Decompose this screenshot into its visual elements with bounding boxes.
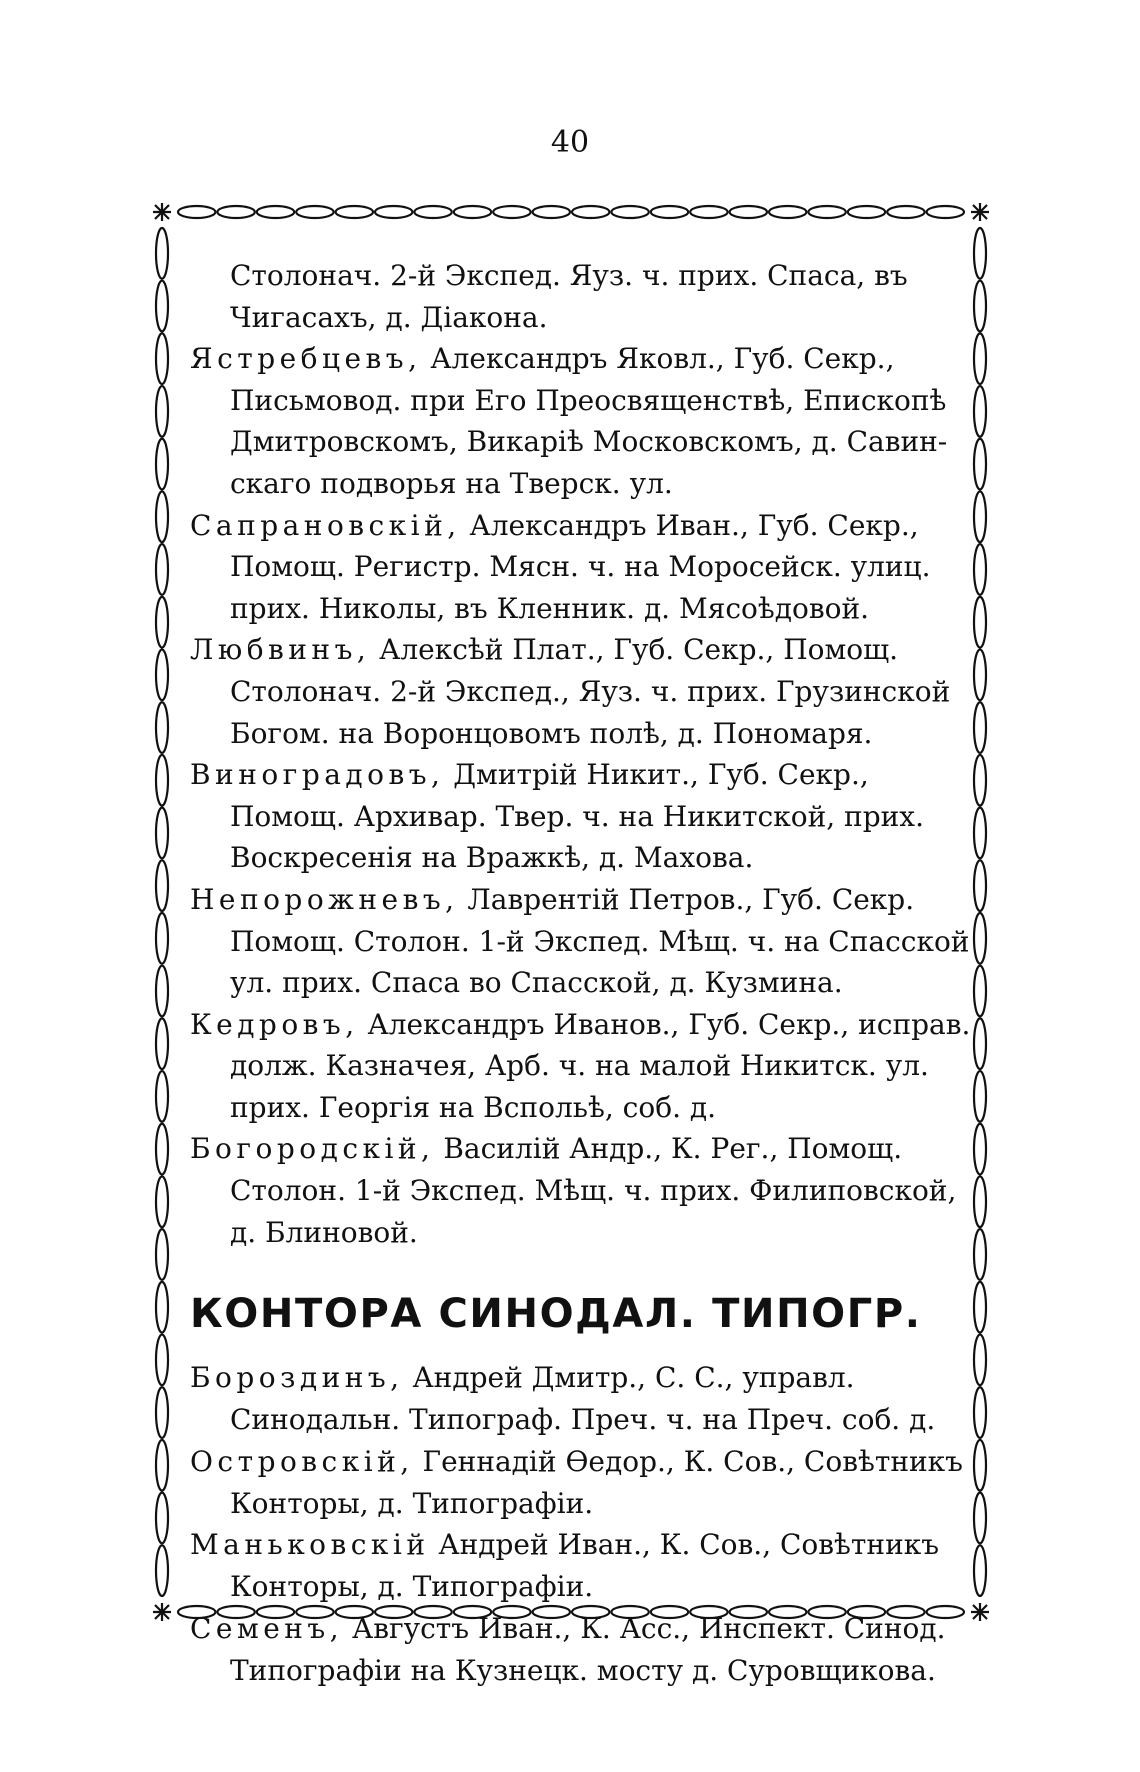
border-oval bbox=[156, 439, 168, 490]
entry-text: Андрей Дмитр., С. С., управл. bbox=[403, 1361, 855, 1395]
entry-line bbox=[190, 1524, 950, 1566]
border-oval bbox=[974, 1545, 986, 1596]
entry-text: д. Блиновой. bbox=[230, 1215, 418, 1249]
entry-line bbox=[190, 1650, 950, 1692]
list-entry bbox=[190, 1357, 950, 1441]
entry-surname: Маньковскій bbox=[190, 1528, 430, 1562]
entry-text: Воскресенія на Вражкѣ, д. Махова. bbox=[230, 841, 754, 875]
entry-text: Геннадій Өедор., К. Сов., Совѣтникъ bbox=[413, 1444, 963, 1478]
entry-surname: Непорожневъ, bbox=[190, 882, 459, 916]
border-oval bbox=[572, 206, 609, 218]
entry-surname: Любвинъ, bbox=[190, 633, 371, 667]
section-1 bbox=[190, 255, 971, 1253]
entry-text: Столонач. 2-й Экспед., Яуз. ч. прих. Грузинской bbox=[230, 674, 951, 708]
border-oval bbox=[156, 860, 168, 911]
list-entry bbox=[190, 1608, 950, 1692]
entry-line bbox=[190, 1170, 957, 1212]
entry-line bbox=[190, 1128, 950, 1170]
list-entry bbox=[190, 1128, 957, 1253]
border-oval bbox=[414, 206, 451, 218]
entry-text: Чигасахъ, д. Діакона. bbox=[230, 300, 548, 334]
entry-surname: Богородскій, bbox=[190, 1132, 435, 1166]
border-oval bbox=[533, 206, 570, 218]
list-entry bbox=[190, 1004, 971, 1129]
border-oval bbox=[974, 1229, 986, 1280]
entry-line bbox=[190, 1357, 950, 1399]
border-oval bbox=[156, 1229, 168, 1280]
entry-text: ул. прих. Спаса во Спасской, д. Кузмина. bbox=[230, 966, 843, 1000]
border-oval bbox=[974, 860, 986, 911]
entry-line bbox=[190, 1212, 950, 1254]
border-oval bbox=[769, 206, 806, 218]
border-oval bbox=[974, 966, 986, 1017]
border-oval bbox=[974, 808, 986, 859]
entry-text: Дмитрій Никит., Губ. Секр., bbox=[444, 758, 869, 792]
border-oval bbox=[156, 1124, 168, 1175]
border-oval bbox=[974, 913, 986, 964]
list-entry bbox=[190, 754, 950, 879]
entry-line bbox=[190, 546, 950, 588]
section-title: КОНТОРА СИНОДАЛ. ТИПОГР. bbox=[190, 1291, 922, 1338]
border-oval bbox=[974, 1387, 986, 1438]
border-oval bbox=[156, 597, 168, 648]
list-entry bbox=[190, 629, 950, 754]
border-oval bbox=[156, 808, 168, 859]
entry-line bbox=[190, 1608, 950, 1650]
entry-line bbox=[190, 1087, 950, 1129]
border-oval bbox=[927, 206, 964, 218]
border-oval bbox=[974, 1335, 986, 1386]
border-oval bbox=[156, 966, 168, 1017]
border-oval bbox=[974, 1440, 986, 1491]
entry-surname: Бороздинъ, bbox=[190, 1361, 404, 1395]
border-oval bbox=[156, 1071, 168, 1122]
border-oval bbox=[848, 206, 885, 218]
entry-surname: Виноградовъ, bbox=[190, 758, 445, 792]
entry-text: Типографіи на Кузнецк. мосту д. Суровщикова. bbox=[230, 1653, 936, 1687]
entry-text: Письмовод. при Его Преосвященствѣ, Епископѣ bbox=[230, 383, 947, 417]
list-entry bbox=[190, 255, 950, 338]
border-oval bbox=[156, 491, 168, 542]
border-oval bbox=[156, 913, 168, 964]
entry-text: Лаврентій Петров., Губ. Секр. bbox=[458, 882, 915, 916]
entry-text: Андрей Иван., К. Сов., Совѣтникъ bbox=[429, 1528, 940, 1562]
border-oval bbox=[974, 228, 986, 279]
entry-line bbox=[190, 380, 950, 422]
list-entry bbox=[190, 338, 950, 504]
border-oval bbox=[156, 702, 168, 753]
border-oval bbox=[156, 1176, 168, 1227]
entry-text: Конторы, д. Типографіи. bbox=[230, 1570, 594, 1604]
entry-surname: Сапрановскій, bbox=[190, 508, 461, 542]
entry-line bbox=[190, 629, 950, 671]
list-entry bbox=[190, 505, 950, 630]
border-oval bbox=[156, 650, 168, 701]
entry-line bbox=[190, 713, 950, 755]
entry-text: Конторы, д. Типографіи. bbox=[230, 1486, 594, 1520]
entry-line bbox=[190, 588, 950, 630]
entry-text: Столон. 1-й Экспед. Мѣщ. ч. прих. Филиповской, bbox=[230, 1174, 957, 1208]
border-oval bbox=[156, 386, 168, 437]
list-entry bbox=[190, 1524, 950, 1608]
border-oval bbox=[974, 1176, 986, 1227]
entry-line bbox=[190, 962, 950, 1004]
border-oval bbox=[974, 333, 986, 384]
entry-surname: Островскій, bbox=[190, 1444, 414, 1478]
entry-text: Богом. на Воронцовомъ полѣ, д. Пономаря. bbox=[230, 716, 873, 750]
entry-line bbox=[190, 879, 950, 921]
border-oval bbox=[156, 1493, 168, 1544]
border-oval bbox=[296, 206, 333, 218]
border-oval bbox=[156, 228, 168, 279]
entry-surname: Семенъ, bbox=[190, 1612, 344, 1646]
entry-text: Алексѣй Плат., Губ. Секр., Помощ. bbox=[370, 633, 899, 667]
border-oval bbox=[974, 386, 986, 437]
entry-text: прих. Николы, въ Кленник. д. Мясоѣдовой. bbox=[230, 591, 870, 625]
entry-text: Александръ Иванов., Губ. Секр., исправ. bbox=[358, 1007, 971, 1041]
border-oval bbox=[974, 650, 986, 701]
border-oval bbox=[336, 206, 373, 218]
border-oval bbox=[156, 1282, 168, 1333]
list-entry bbox=[190, 1441, 963, 1525]
border-oval bbox=[375, 206, 412, 218]
border-oval bbox=[178, 206, 215, 218]
border-oval bbox=[156, 544, 168, 595]
border-oval bbox=[156, 1545, 168, 1596]
border-oval bbox=[156, 1018, 168, 1069]
border-oval bbox=[887, 206, 924, 218]
entry-text: Помощ. Регистр. Мясн. ч. на Моросейск. улиц. bbox=[230, 550, 931, 584]
entry-line bbox=[190, 837, 950, 879]
border-oval bbox=[217, 206, 254, 218]
section-2 bbox=[190, 1357, 963, 1691]
entry-text: Помощ. Архивар. Твер. ч. на Никитской, прих. bbox=[230, 799, 924, 833]
entry-line bbox=[190, 1045, 950, 1087]
list-entry bbox=[190, 879, 970, 1004]
border-oval bbox=[974, 1071, 986, 1122]
border-oval bbox=[974, 755, 986, 806]
page-content bbox=[190, 255, 971, 1692]
border-oval bbox=[974, 544, 986, 595]
entry-line bbox=[190, 1483, 950, 1525]
page-number: 40 bbox=[550, 125, 590, 160]
entry-line bbox=[190, 1004, 971, 1046]
entry-line bbox=[190, 421, 950, 463]
entry-text: Александръ Яковл., Губ. Секр., bbox=[421, 342, 895, 376]
border-oval bbox=[156, 1335, 168, 1386]
entry-text: долж. Казначея, Арб. ч. на малой Никитск. ул. bbox=[230, 1049, 929, 1083]
border-oval bbox=[156, 755, 168, 806]
entry-text: Василій Андр., К. Рег., Помощ. bbox=[434, 1132, 903, 1166]
entry-line bbox=[190, 1566, 950, 1608]
border-oval bbox=[974, 1018, 986, 1069]
border-oval bbox=[156, 1387, 168, 1438]
border-oval bbox=[808, 206, 845, 218]
entry-surname: Ястребцевъ, bbox=[190, 342, 422, 376]
entry-line bbox=[190, 1441, 963, 1483]
entry-line bbox=[190, 505, 950, 547]
entry-surname: Кедровъ, bbox=[190, 1007, 359, 1041]
border-oval bbox=[493, 206, 530, 218]
border-oval bbox=[690, 206, 727, 218]
border-oval bbox=[454, 206, 491, 218]
border-oval bbox=[974, 702, 986, 753]
entry-text: прих. Георгія на Вспольѣ, соб. д. bbox=[230, 1090, 717, 1124]
border-oval bbox=[651, 206, 688, 218]
border-oval bbox=[156, 281, 168, 332]
border-oval bbox=[974, 1493, 986, 1544]
entry-line bbox=[190, 297, 950, 339]
border-oval bbox=[974, 491, 986, 542]
entry-line bbox=[190, 754, 950, 796]
border-oval bbox=[156, 333, 168, 384]
entry-line bbox=[190, 463, 950, 505]
border-oval bbox=[611, 206, 648, 218]
border-oval bbox=[974, 597, 986, 648]
entry-text: Столонач. 2-й Экспед. Яуз. ч. прих. Спаса, въ bbox=[230, 259, 908, 292]
border-oval bbox=[974, 1282, 986, 1333]
entry-text: скаго подворья на Тверск. ул. bbox=[230, 466, 673, 500]
entry-text: Помощ. Столон. 1-й Экспед. Мѣщ. ч. на Спасской bbox=[230, 924, 970, 958]
border-oval bbox=[730, 206, 767, 218]
entry-line bbox=[190, 1399, 950, 1441]
entry-text: Дмитровскомъ, Викаріѣ Московскомъ, д. Савин- bbox=[230, 425, 948, 459]
entry-line bbox=[190, 255, 950, 297]
entry-text: Александръ Иван., Губ. Секр., bbox=[460, 508, 919, 542]
entry-line bbox=[190, 796, 950, 838]
border-oval bbox=[156, 1440, 168, 1491]
border-oval bbox=[257, 206, 294, 218]
entry-text: Августъ Иван., К. Асс., Инспект. Синод. bbox=[343, 1612, 946, 1646]
entry-text: Синодальн. Типограф. Преч. ч. на Преч. соб. д. bbox=[230, 1403, 936, 1437]
entry-line bbox=[190, 338, 950, 380]
entry-line bbox=[190, 921, 970, 963]
entry-line bbox=[190, 671, 950, 713]
border-oval bbox=[974, 439, 986, 490]
border-oval bbox=[974, 1124, 986, 1175]
border-oval bbox=[974, 281, 986, 332]
